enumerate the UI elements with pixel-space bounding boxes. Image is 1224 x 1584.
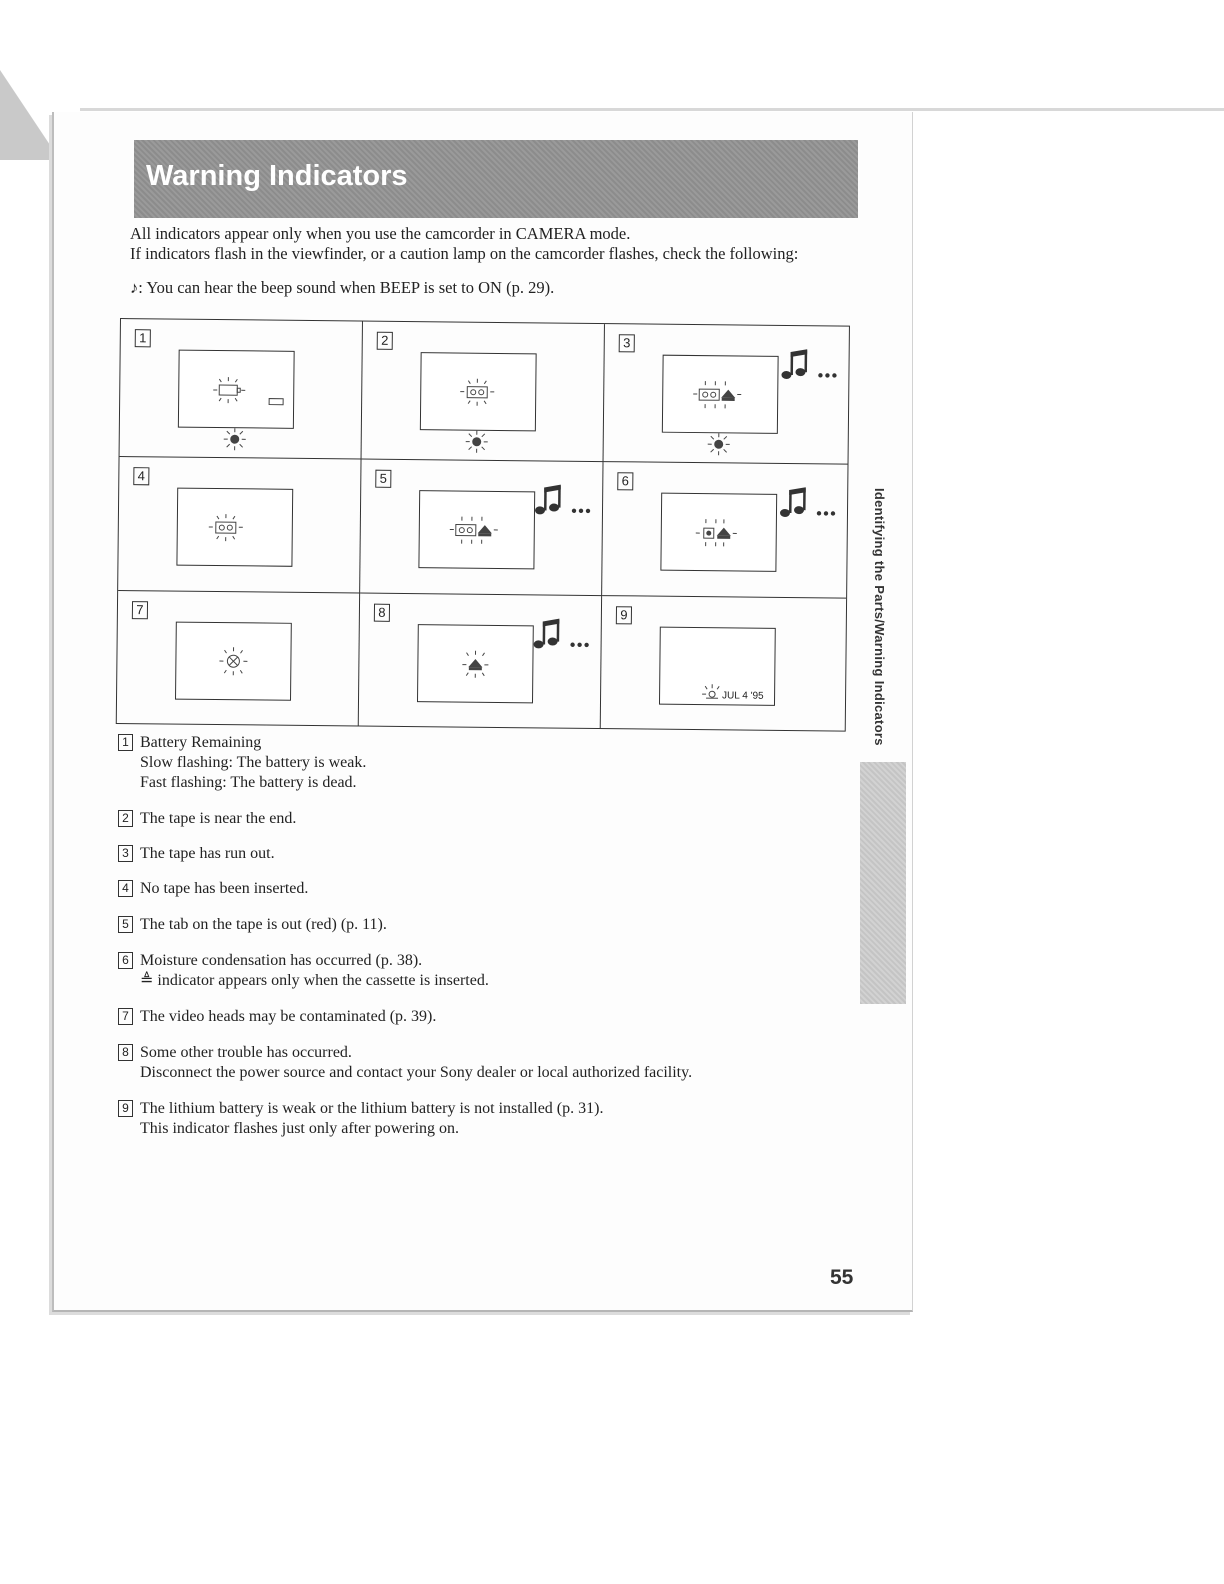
- indicator-grid: [116, 318, 850, 732]
- viewfinder-frame: [659, 627, 776, 706]
- viewfinder-frame: [176, 488, 293, 567]
- cell-number: 3: [619, 334, 635, 352]
- item-line: The lithium battery is weak or the lithium battery is not installed (p. 31).: [140, 1100, 604, 1117]
- item-text: [140, 1043, 692, 1083]
- grid-cell-1: [120, 319, 363, 460]
- intro-line-1: All indicators appear only when you use the camcorder in CAMERA mode.: [130, 224, 631, 243]
- viewfinder-frame: [175, 622, 292, 701]
- item-text: [140, 809, 296, 829]
- grid-cell-6: [602, 462, 847, 599]
- caution-lamp-icon: [706, 431, 732, 457]
- viewfinder-frame: [178, 350, 295, 429]
- page-fold-corner: [0, 70, 60, 160]
- section-thumb-tab: [860, 762, 906, 1004]
- viewfinder-frame: [420, 352, 537, 431]
- item-number: 1: [118, 734, 133, 751]
- page-top-edge: [80, 108, 1224, 111]
- item-text: [140, 1007, 436, 1027]
- cell-number: 6: [617, 472, 633, 490]
- viewfinder-frame: [418, 490, 535, 569]
- item-line: Slow flashing: The battery is weak.: [140, 754, 367, 771]
- page-number: 55: [830, 1266, 854, 1289]
- beep-music-icon: [534, 481, 594, 518]
- item-number: 6: [118, 952, 133, 969]
- eject-flash-icon: [418, 625, 533, 702]
- beep-music-icon: [779, 484, 839, 521]
- item-line: Fast flashing: The battery is dead.: [140, 774, 357, 791]
- cell-number: 2: [377, 332, 393, 350]
- tape-eject-flash-icon: [663, 356, 778, 433]
- battery-flash-icon: [179, 351, 294, 428]
- cell-number: 9: [616, 606, 632, 624]
- item-line: ≜ indicator appears only when the cassette is inserted.: [140, 972, 489, 989]
- item-number: 4: [118, 880, 133, 897]
- cell-number: 1: [135, 329, 151, 347]
- cell-number: 5: [375, 470, 391, 488]
- item-line: The video heads may be contaminated (p. 39).: [140, 1008, 437, 1025]
- item-line: Moisture condensation has occurred (p. 38).: [140, 952, 423, 969]
- item-line: This indicator flashes just only after powering on.: [140, 1120, 460, 1137]
- item-text: [140, 1099, 603, 1139]
- cell-number: 7: [132, 601, 148, 619]
- item-line: Disconnect the power source and contact your Sony dealer or local authorized facility.: [140, 1064, 693, 1081]
- moisture-eject-flash-icon: [661, 494, 776, 571]
- item-line: No tape has been inserted.: [140, 880, 309, 897]
- item-number: 5: [118, 916, 133, 933]
- item-number: 3: [118, 845, 133, 862]
- grid-cell-2: [362, 322, 605, 463]
- caution-lamp-icon: [222, 426, 248, 452]
- item-line: Some other trouble has occurred.: [140, 1044, 352, 1061]
- viewfinder-frame: [417, 624, 534, 703]
- item-line: The tape has run out.: [140, 845, 275, 862]
- grid-cell-5: [360, 460, 603, 597]
- tape-flash-icon: [177, 489, 292, 566]
- viewfinder-frame: [662, 355, 779, 434]
- item-text: [140, 951, 489, 991]
- cell-number: 8: [374, 604, 390, 622]
- item-number: 2: [118, 810, 133, 827]
- tape-flash-icon: [421, 353, 536, 430]
- intro-line-2: If indicators flash in the viewfinder, or a caution lamp on the camcorder flashes, check the following:: [130, 244, 799, 263]
- cell-number: 4: [133, 467, 149, 485]
- beep-music-icon: [780, 346, 840, 383]
- grid-cell-3: [604, 324, 849, 465]
- item-number: 8: [118, 1044, 133, 1061]
- beep-music-icon: [533, 615, 593, 652]
- viewfinder-frame: [660, 493, 777, 572]
- caution-lamp-icon: [464, 429, 490, 455]
- item-text: [140, 844, 275, 864]
- item-text: [140, 879, 308, 899]
- grid-cell-7: [117, 591, 360, 726]
- item-line: Battery Remaining: [140, 734, 262, 751]
- item-text: [140, 733, 366, 793]
- intro-line-beep-note: ♪: You can hear the beep sound when BEEP is set to ON (p. 29).: [130, 278, 555, 297]
- tape-eject-flash-icon: [419, 491, 534, 568]
- item-line: The tab on the tape is out (red) (p. 11).: [140, 916, 387, 933]
- page-title: Warning Indicators: [146, 160, 408, 192]
- grid-cell-8: [359, 594, 602, 729]
- video-head-flash-icon: [176, 623, 291, 700]
- item-number: 9: [118, 1100, 133, 1117]
- section-side-label: Identifying the Parts/Warning Indicators: [872, 488, 887, 746]
- item-line: The tape is near the end.: [140, 810, 297, 827]
- item-number: 7: [118, 1008, 133, 1025]
- grid-cell-9: [601, 596, 846, 731]
- grid-cell-4: [118, 457, 361, 594]
- item-text: [140, 915, 387, 935]
- date-display: JUL 4 '95: [722, 690, 764, 702]
